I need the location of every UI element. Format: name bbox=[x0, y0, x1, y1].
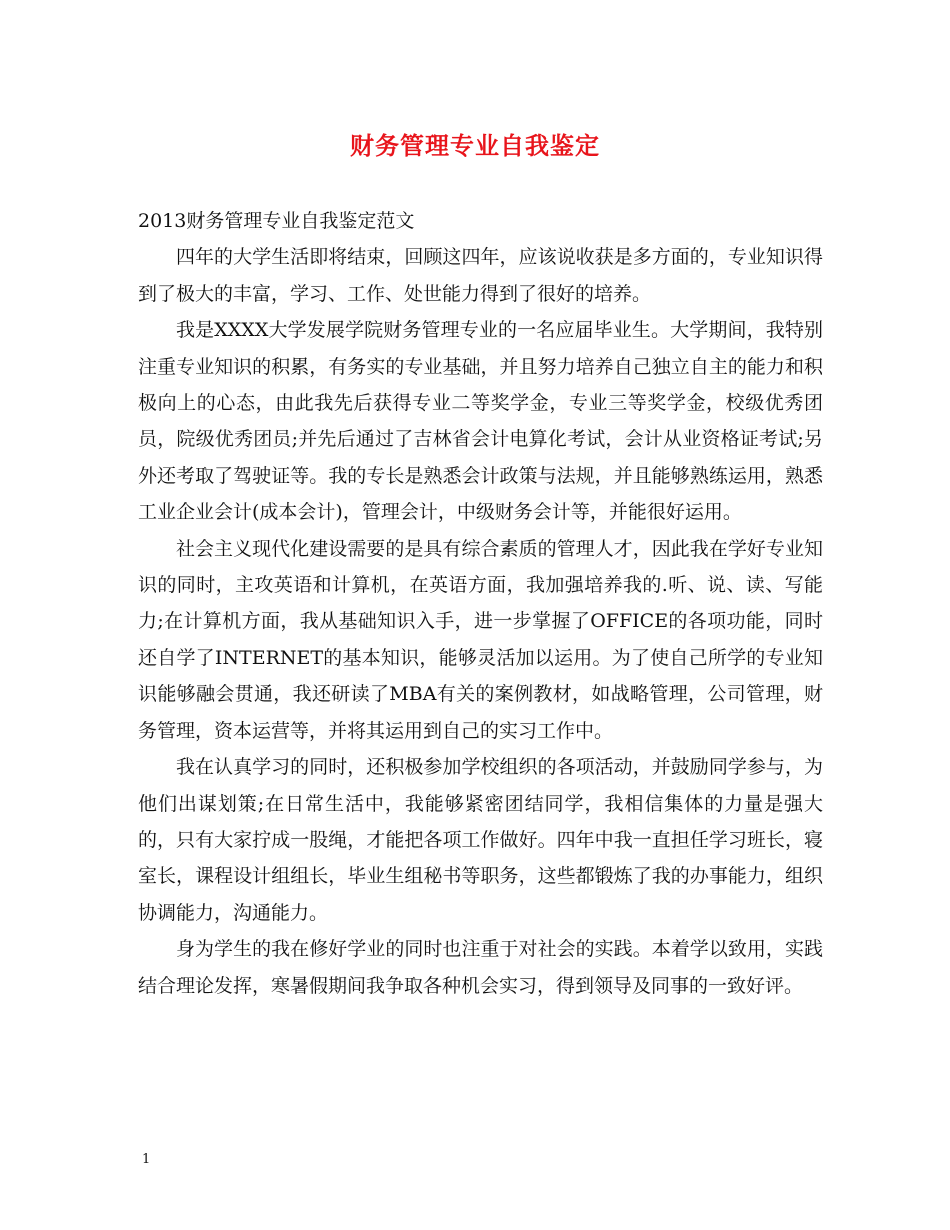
paragraph-5: 身为学生的我在修好学业的同时也注重于对社会的实践。本着学以致用，实践结合理论发挥，寒暑假期间我争取各种机会实习，得到领导及同事的一致好评。 bbox=[138, 938, 823, 997]
document-subtitle: 2013财务管理专业自我鉴定范文 bbox=[138, 210, 415, 232]
page-number: 1 bbox=[142, 1152, 151, 1167]
paragraph-1: 四年的大学生活即将结束，回顾这四年，应该说收获是多方面的，专业知识得到了极大的丰富，学习、工作、处世能力得到了很好的培养。 bbox=[138, 246, 823, 305]
paragraph-4: 我在认真学习的同时，还积极参加学校组织的各项活动，并鼓励同学参与，为他们出谋划策;在日常生活中，我能够紧密团结同学，我相信集体的力量是强大的，只有大家拧成一股绳，才能把各项工作做好。四年中我一直担任学习班长，寝室长，课程设计组组长，毕业生组秘书等职务，这些都锻炼了我的办事能力，组织协调能力，沟通能力。 bbox=[138, 756, 823, 924]
paragraph-2: 我是XXXX大学发展学院财务管理专业的一名应届毕业生。大学期间，我特别注重专业知识的积累，有务实的专业基础，并且努力培养自己独立自主的能力和积极向上的心态，由此我先后获得专业二等奖学金，专业三等奖学金，校级优秀团员，院级优秀团员;并先后通过了吉林省会计电算化考试，会计从业资格证考试;另外还考取了驾驶证等。我的专长是熟悉会计政策与法规，并且能够熟练运用，熟悉工业企业会计(成本会计)，管理会计，中级财务会计等，并能很好运用。 bbox=[138, 319, 823, 524]
document-body bbox=[138, 203, 823, 1004]
paragraph-3: 社会主义现代化建设需要的是具有综合素质的管理人才，因此我在学好专业知识的同时，主攻英语和计算机，在英语方面，我加强培养我的.听、说、读、写能力;在计算机方面，我从基础知识入手，进一步掌握了OFFICE的各项功能，同时还自学了INTERNET的基本知识，能够灵活加以运用。为了使自己所学的专业知识能够融会贯通，我还研读了MBA有关的案例教材，如战略管理，公司管理，财务管理，资本运营等，并将其运用到自己的实习工作中。 bbox=[138, 537, 823, 742]
document-title: 财务管理专业自我鉴定 bbox=[350, 131, 600, 160]
